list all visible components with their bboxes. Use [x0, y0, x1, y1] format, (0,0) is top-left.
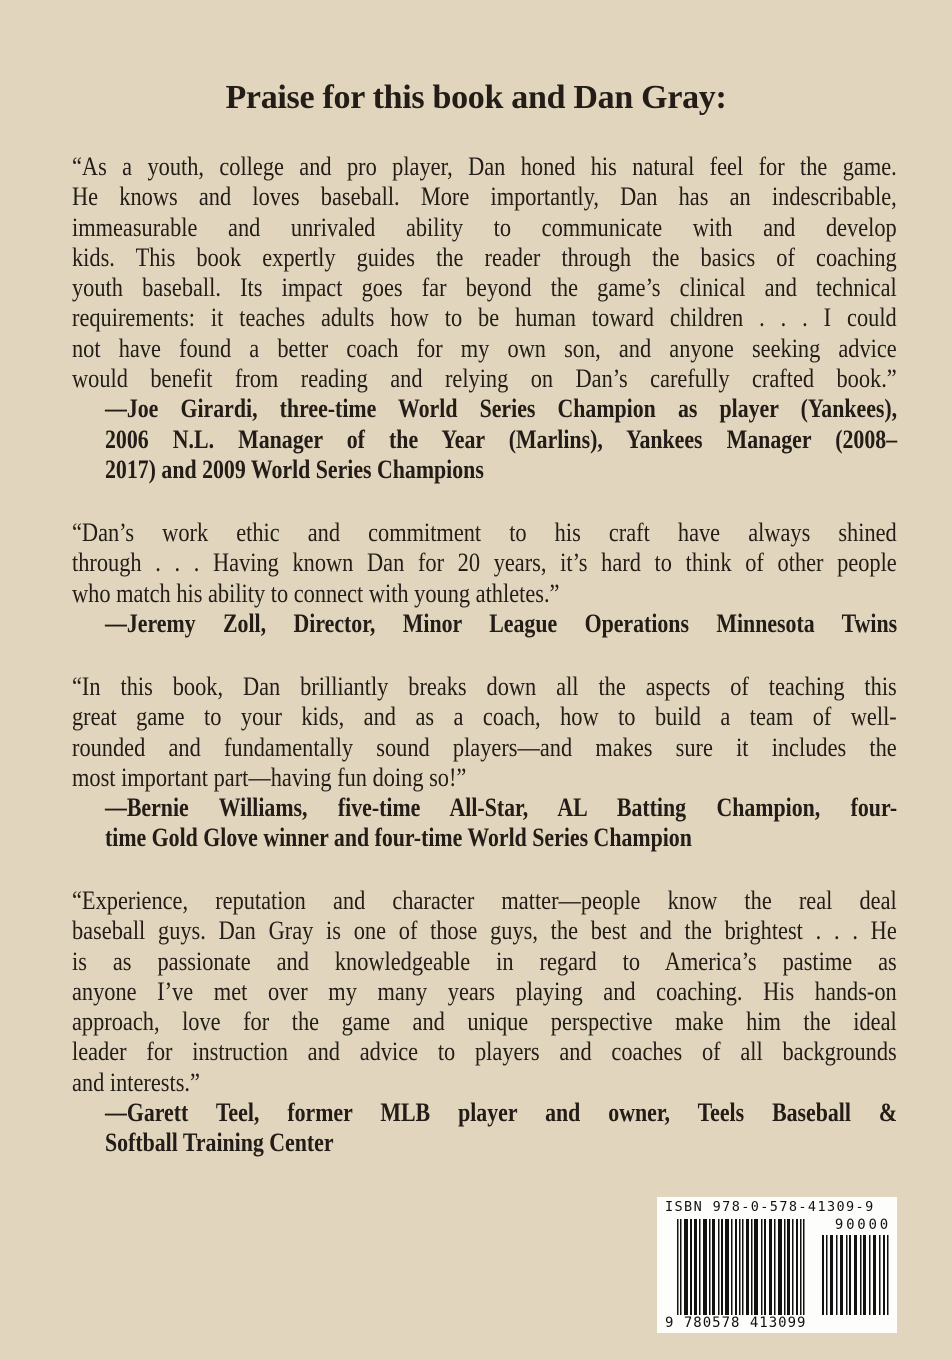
testimonial-girardi [72, 152, 897, 485]
quote-line: “Experience, reputation and character matter—people know the real deal [72, 886, 897, 915]
attribution-line: —Bernie Williams, five-time All-Star, AL Batting Champion, four- [105, 793, 898, 823]
quote-line: who match his ability to connect with young athletes.” [72, 578, 560, 608]
testimonial-quote [72, 886, 897, 1098]
quote-line: requirements: it teaches adults how to be human toward children . . . I could [72, 303, 897, 333]
quote-line: most important part—having fun doing so!” [72, 762, 467, 792]
quote-line: through . . . Having known Dan for 20 years, it’s hard to think of other people [72, 548, 897, 578]
testimonial-quote [72, 672, 897, 793]
quote-line: leader for instruction and advice to players and coaches of all backgrounds [72, 1037, 897, 1067]
quote-line: baseball guys. Dan Gray is one of those guys, the best and the brightest . . . He [72, 916, 897, 946]
attribution-line: 2006 N.L. Manager of the Year (Marlins), Yankees Manager (2008– [105, 424, 898, 454]
testimonial-zoll [72, 518, 897, 639]
testimonial-quote [72, 518, 897, 609]
quote-line: rounded and fundamentally sound players—and makes sure it includes the [72, 732, 897, 762]
price-code: 90000 [834, 1217, 891, 1233]
barcode-bars-icon [657, 1197, 897, 1333]
testimonial-attribution [72, 793, 897, 854]
quote-line: “Dan’s work ethic and commitment to his craft have always shined [72, 518, 897, 547]
quote-line: is as passionate and knowledgeable in regard to America’s pastime as [72, 946, 897, 976]
quote-line: youth baseball. Its impact goes far beyond the game’s clinical and technical [72, 273, 897, 303]
attribution-line: Softball Training Center [105, 1128, 334, 1158]
page-title: Praise for this book and Dan Gray: [225, 79, 727, 116]
isbn-barcode [657, 1197, 897, 1333]
quote-line: great game to your kids, and as a coach, how to build a team of well- [72, 702, 897, 732]
ean-digits: 9 780578 413099 [665, 1315, 807, 1331]
testimonial-attribution [72, 1098, 897, 1159]
attribution-line: time Gold Glove winner and four-time World Series Champion [105, 823, 692, 853]
quote-line: kids. This book expertly guides the reader through the basics of coaching [72, 242, 897, 272]
testimonial-attribution [72, 394, 897, 485]
attribution-line: —Garett Teel, former MLB player and owner, Teels Baseball & [105, 1098, 898, 1128]
testimonial-quote [72, 152, 897, 394]
quote-line: “As a youth, college and pro player, Dan honed his natural feel for the game. [72, 152, 897, 181]
testimonial-attribution [72, 609, 897, 639]
quote-line: “In this book, Dan brilliantly breaks down all the aspects of teaching this [72, 672, 897, 701]
quote-line: immeasurable and unrivaled ability to communicate with and develop [72, 212, 897, 242]
quote-line: and interests.” [72, 1067, 200, 1097]
quote-line: anyone I’ve met over my many years playing and coaching. His hands-on [72, 976, 897, 1006]
testimonial-teel [72, 886, 897, 1159]
attribution-line: —Jeremy Zoll, Director, Minor League Operations Minnesota Twins [105, 608, 898, 638]
quote-line: approach, love for the game and unique perspective make him the ideal [72, 1007, 897, 1037]
attribution-line: 2017) and 2009 World Series Champions [105, 454, 484, 484]
testimonial-williams [72, 672, 897, 854]
isbn-label: ISBN 978-0-578-41309-9 [665, 1199, 875, 1215]
quote-line: He knows and loves baseball. More importantly, Dan has an indescribable, [72, 182, 897, 212]
quote-line: would benefit from reading and relying on Dan’s carefully crafted book.” [72, 364, 897, 394]
attribution-line: —Joe Girardi, three-time World Series Champion as player (Yankees), [105, 394, 898, 424]
quote-line: not have found a better coach for my own son, and anyone seeking advice [72, 333, 897, 363]
